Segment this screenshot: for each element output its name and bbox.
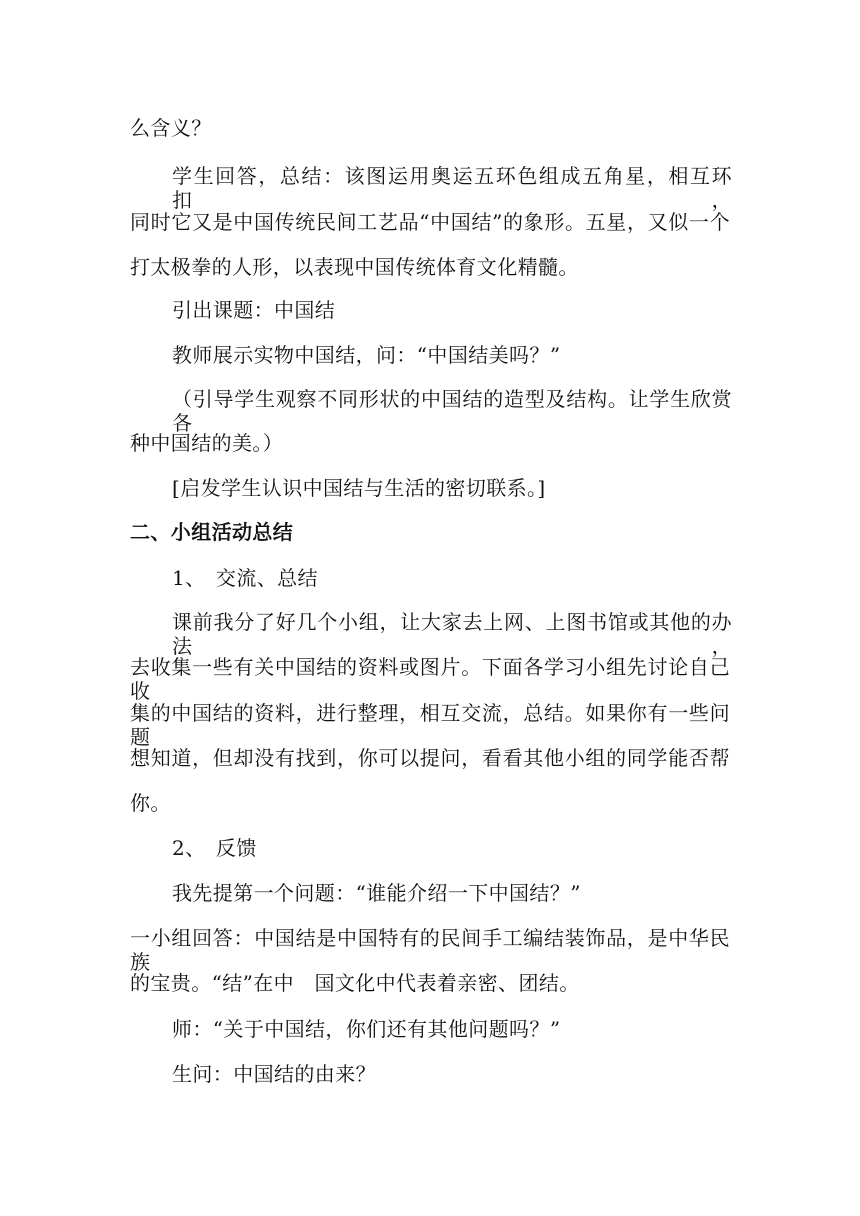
text-line: 我先提第一个问题：“谁能介绍一下中国结？” xyxy=(172,881,581,905)
text-line: 2、 反馈 xyxy=(172,836,257,860)
text-line: 么含义？ xyxy=(130,116,212,140)
text-line: 你。 xyxy=(130,791,171,815)
text-line: 1、 交流、总结 xyxy=(172,566,318,590)
text-line: 集的中国结的资料，进行整理，相互交流，总结。如果你有一些问题 xyxy=(130,701,730,749)
text-line: 种中国结的美。） xyxy=(130,431,284,455)
text-line: 打太极拳的人形，以表现中国传统体育文化精髓。 xyxy=(130,255,579,279)
text-line: 引出课题：中国结 xyxy=(172,298,336,322)
text-line: 去收集一些有关中国结的资料或图片。下面各学习小组先讨论自己收 xyxy=(130,655,730,703)
text-line: 同时它又是中国传统民间工艺品“中国结”的象形。五星，又似一个 xyxy=(130,210,730,234)
text-line: 的宝贵。“结”在中 国文化中代表着亲密、团结。 xyxy=(130,971,580,995)
text-line: 教师展示实物中国结，问：“中国结美吗？” xyxy=(172,343,561,367)
text-line: 课前我分了好几个小组，让大家去上网、上图书馆或其他的办法， xyxy=(172,610,732,658)
section-heading: 二、小组活动总结 xyxy=(130,520,294,544)
text-line: 想知道，但却没有找到，你可以提问，看看其他小组的同学能否帮 xyxy=(130,746,730,770)
text-line: [启发学生认识中国结与生活的密切联系。] xyxy=(172,476,546,500)
text-line: 学生回答，总结：该图运用奥运五环色组成五角星，相互环扣， xyxy=(172,164,732,212)
text-line: 一小组回答：中国结是中国特有的民间手工编结装饰品，是中华民族 xyxy=(130,926,730,974)
text-line: 师：“关于中国结，你们还有其他问题吗？” xyxy=(172,1017,561,1041)
text-line: （引导学生观察不同形状的中国结的造型及结构。让学生欣赏各 xyxy=(172,387,732,435)
text-line: 生问：中国结的由来？ xyxy=(172,1062,376,1086)
